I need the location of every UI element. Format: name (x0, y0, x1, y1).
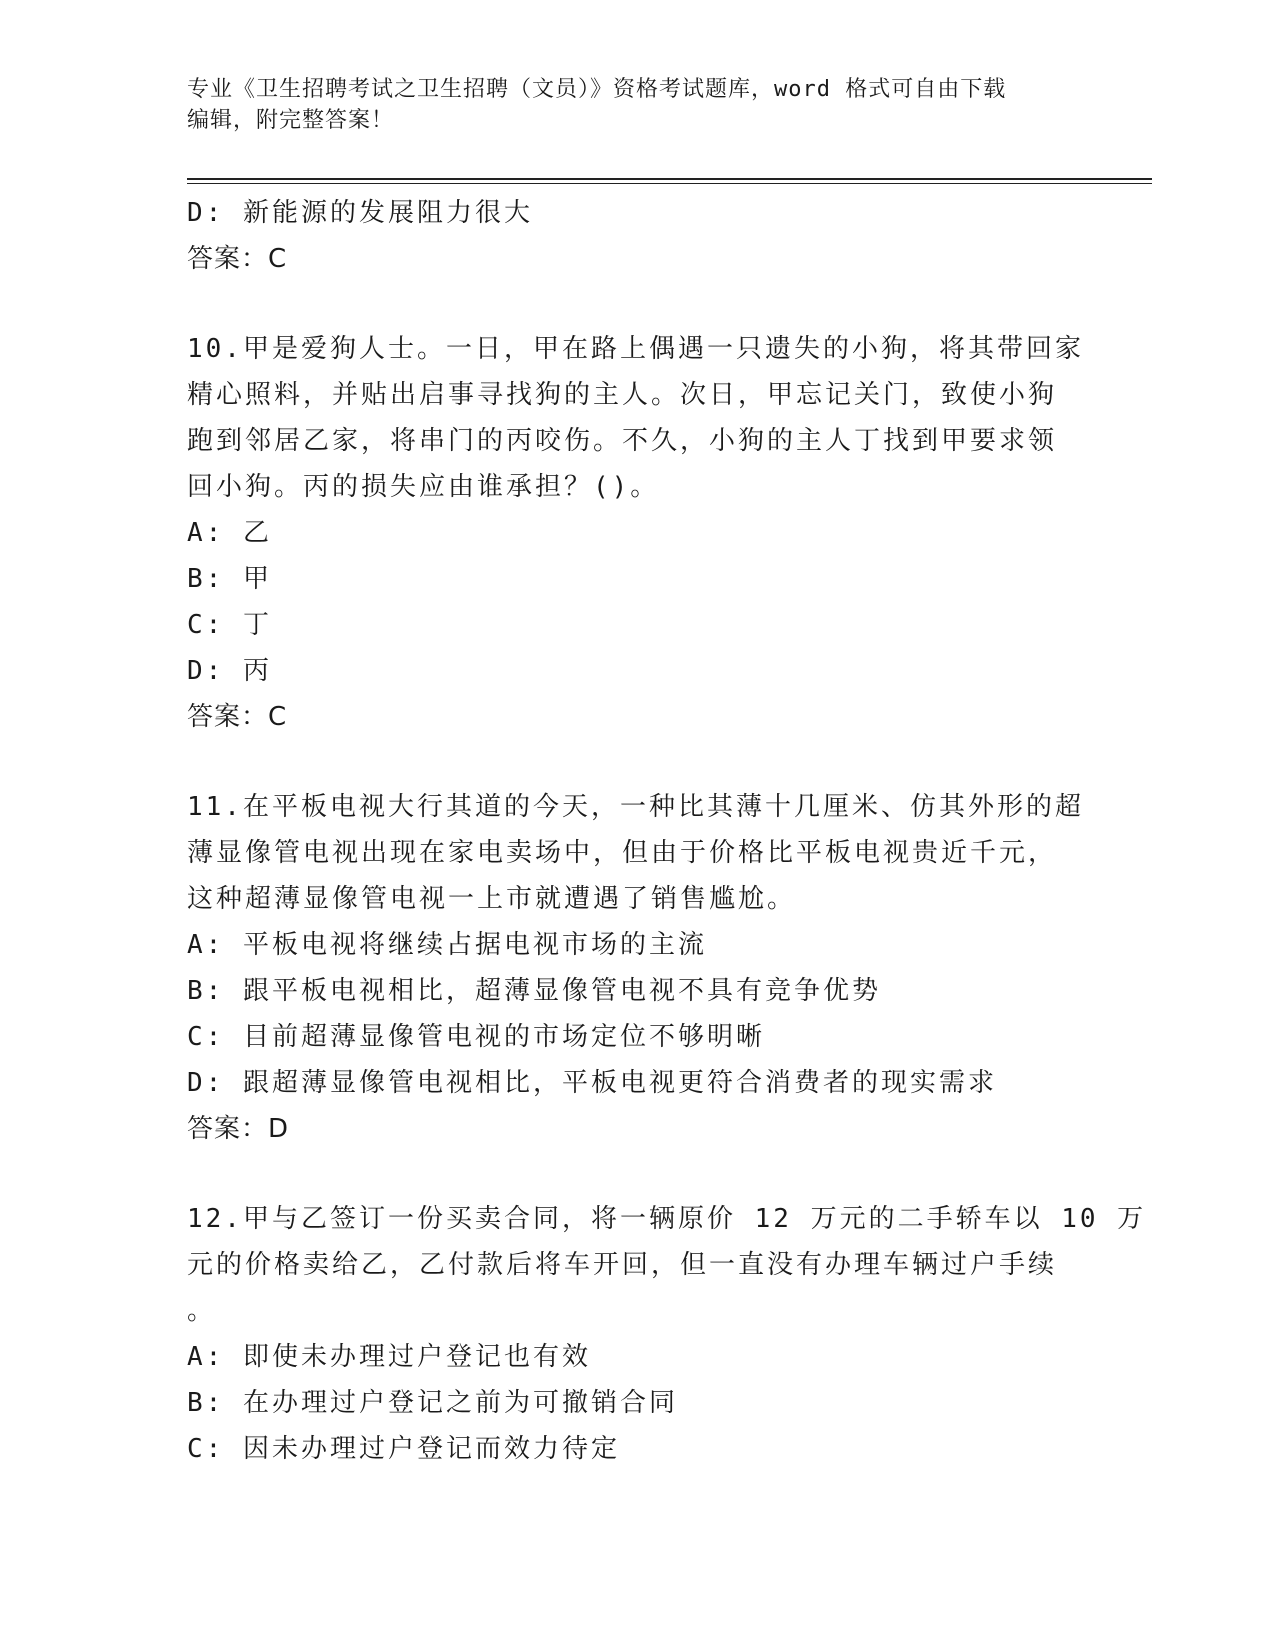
question-stem-line: 跑到邻居乙家，将串门的丙咬伤。不久，小狗的主人丁找到甲要求领 (187, 426, 1058, 456)
question-stem-line: 10.甲是爱狗人士。一日，甲在路上偶遇一只遗失的小狗，将其带回家 (187, 334, 1084, 364)
question-stem-line: 12.甲与乙签订一份买卖合同，将一辆原价 12 万元的二手轿车以 10 万 (187, 1204, 1147, 1234)
question-stem-line: 精心照料，并贴出启事寻找狗的主人。次日，甲忘记关门，致使小狗 (187, 380, 1058, 410)
option-d: D: 丙 (187, 656, 272, 686)
answer-line: 答案：C (187, 702, 288, 732)
question-stem-line: 薄显像管电视出现在家电卖场中，但由于价格比平板电视贵近千元， (187, 838, 1058, 868)
question-11 (187, 784, 1087, 1152)
option-c: C: 因未办理过户登记而效力待定 (187, 1434, 620, 1464)
question-stem-line: 回小狗。丙的损失应由谁承担？()。 (187, 472, 660, 502)
question-stem-line: 元的价格卖给乙，乙付款后将车开回，但一直没有办理车辆过户手续 (187, 1250, 1058, 1280)
document-header (187, 74, 1067, 136)
header-line-2: 编辑，附完整答案！ (187, 108, 395, 133)
question-9 (187, 190, 1087, 282)
option-a: A: 乙 (187, 518, 272, 548)
answer-line: 答案：D (187, 1114, 290, 1144)
option-d: D: 跟超薄显像管电视相比，平板电视更符合消费者的现实需求 (187, 1068, 997, 1098)
option-a: A: 即使未办理过户登记也有效 (187, 1342, 591, 1372)
option-a: A: 平板电视将继续占据电视市场的主流 (187, 930, 707, 960)
option-d: D: 新能源的发展阻力很大 (187, 198, 533, 228)
option-b: B: 在办理过户登记之前为可撤销合同 (187, 1388, 678, 1418)
header-divider-thick (187, 178, 1152, 180)
question-content (187, 190, 1147, 1472)
header-divider-thin (187, 183, 1152, 184)
option-b: B: 甲 (187, 564, 272, 594)
option-c: C: 目前超薄显像管电视的市场定位不够明晰 (187, 1022, 765, 1052)
question-12 (187, 1196, 1147, 1472)
option-c: C: 丁 (187, 610, 272, 640)
question-stem-line: 11.在平板电视大行其道的今天，一种比其薄十几厘米、仿其外形的超 (187, 792, 1084, 822)
option-b: B: 跟平板电视相比，超薄显像管电视不具有竞争优势 (187, 976, 881, 1006)
question-10 (187, 326, 1087, 740)
question-stem-line: 这种超薄显像管电视一上市就遭遇了销售尴尬。 (187, 884, 797, 914)
header-line-1: 专业《卫生招聘考试之卫生招聘（文员）》资格考试题库，word 格式可自由下载 (187, 77, 1007, 102)
answer-line: 答案：C (187, 244, 288, 274)
question-stem-line: 。 (187, 1296, 217, 1326)
